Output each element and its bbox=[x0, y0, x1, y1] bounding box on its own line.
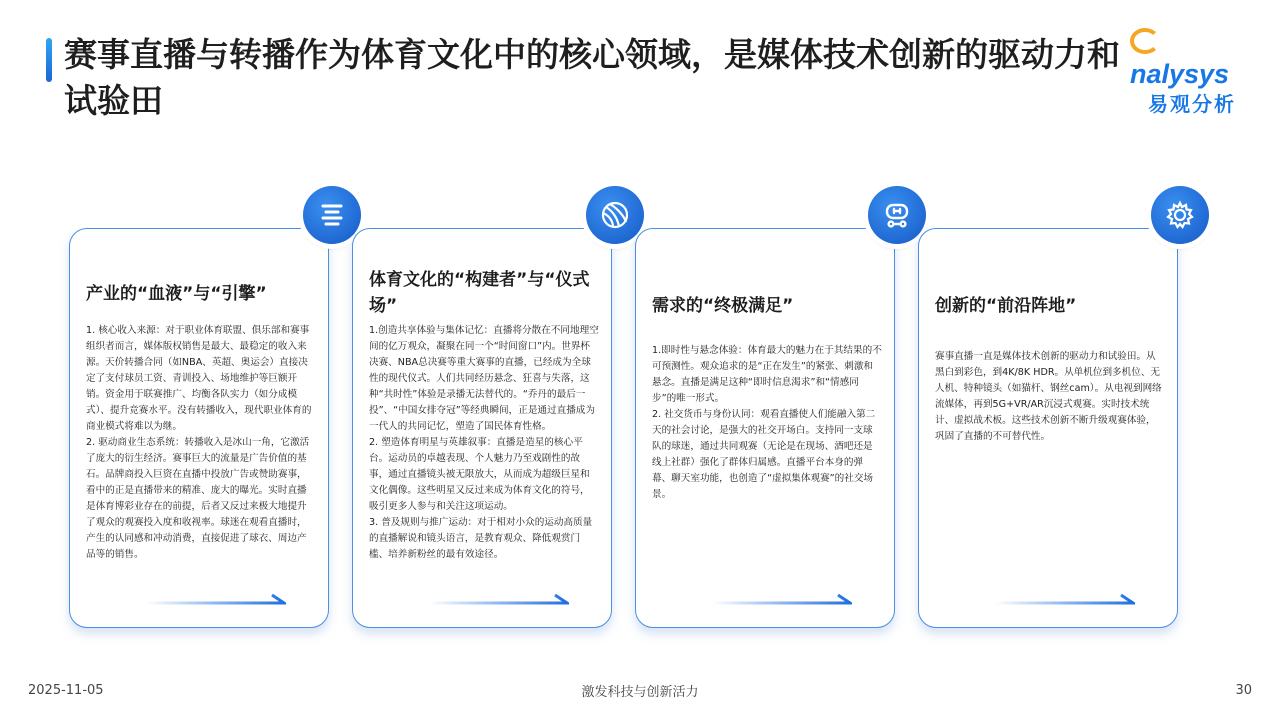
gear-icon bbox=[1151, 186, 1209, 244]
card-paragraph: 2. 驱动商业生态系统：转播收入是冰山一角，它激活了庞大的衍生经济。赛事巨大的流量是广告价值的基石。品牌商投入巨资在直播中投放广告或赞助赛事，看中的正是直播带来的精准、庞大的曝光。实时直播是体育博彩业存在的前提，后者又反过来极大地提升了观众的观赛投入度和收视率。球迷在观看直播时，产生的认同感和冲动消费，直接促进了球衣、周边产品等的销售。 bbox=[86, 437, 310, 560]
card-body bbox=[369, 323, 599, 563]
card-title: 需求的“终极满足” bbox=[652, 296, 794, 316]
card-paragraph: 2. 塑造体育明星与英雄叙事：直播是造星的核心平台。运动员的卓越表现、个人魅力乃至戏剧性的故事，通过直播镜头被无限放大，从而成为超级巨星和文化偶像。这些明星又反过来成为体育文化的符号，吸引更多人参与和关注这项运动。 bbox=[369, 437, 590, 512]
page-title: 赛事直播与转播作为体育文化中的核心领域，是媒体技术创新的驱动力和试验田 bbox=[64, 35, 1120, 120]
card-culture-builder bbox=[352, 228, 612, 628]
card-title: 体育文化的“构建者”与“仪式场” bbox=[369, 270, 590, 316]
page-number: 30 bbox=[1235, 683, 1252, 698]
arrow-right-icon bbox=[146, 593, 286, 605]
arrow-right-icon bbox=[995, 593, 1135, 605]
title-accent-bar bbox=[46, 38, 52, 82]
arrow-right-icon bbox=[429, 593, 569, 605]
logo-swoosh-icon bbox=[1130, 28, 1160, 54]
card-innovation-frontier bbox=[918, 228, 1178, 628]
card-body bbox=[652, 343, 882, 503]
arrow-right-icon bbox=[712, 593, 852, 605]
card-title: 创新的“前沿阵地” bbox=[935, 296, 1077, 316]
card-body bbox=[935, 349, 1165, 445]
card-paragraph: 1.创造共享体验与集体记忆：直播将分散在不同地理空间的亿万观众，凝聚在同一个“时间窗口”内。世界杯决赛、NBA总决赛等重大赛事的直播，已经成为全球性的现代仪式。人们共同经历悬念、狂喜与失落，这种“共时性”体验是录播无法替代的。“乔丹的最后一投”、“中国女排夺冠”等经典瞬间，正是通过直播成为一代人的共同记忆，塑造了国民体育性格。 bbox=[369, 325, 599, 432]
card-paragraph: 2. 社交货币与身份认同：观看直播使人们能融入第二天的社会讨论，是强大的社交开场白。支持同一支球队的球迷，通过共同观赛（无论是在现场、酒吧还是线上社群）强化了群体归属感。直播平台本身的弹幕、聊天室功能，也创造了“虚拟集体观赛”的社交场景。 bbox=[652, 409, 876, 500]
footer-date: 2025-11-05 bbox=[28, 683, 104, 698]
card-paragraph: 1. 核心收入来源：对于职业体育联盟、俱乐部和赛事组织者而言，媒体版权销售是最大、最稳定的收入来源。天价转播合同（如NBA、英超、奥运会）直接决定了支付球员工资、青训投入、场地维护等巨额开销。资金用于联赛推广、均衡各队实力（如分成模式）、提升竞赛水平。没有转播收入，现代职业体育的商业模式将难以为继。 bbox=[86, 325, 312, 432]
document-lines-icon bbox=[303, 186, 361, 244]
globe-icon bbox=[586, 186, 644, 244]
logo-chinese-name: 易观分析 bbox=[1148, 92, 1236, 116]
card-paragraph: 1.即时性与悬念体验：体育最大的魅力在于其结果的不可预测性。观众追求的是“正在发生”的紧张、刺激和悬念。直播是满足这种“即时信息渴求”和“情感同步”的唯一形式。 bbox=[652, 345, 882, 404]
card-industry-engine bbox=[69, 228, 329, 628]
card-body bbox=[86, 323, 316, 563]
analysys-logo bbox=[1130, 28, 1260, 116]
card-paragraph: 3. 普及规则与推广运动：对于相对小众的运动高质量的直播解说和镜头语言，是教育观众、降低观赏门槛、培养新粉丝的最有效途径。 bbox=[369, 517, 593, 560]
footer-tagline: 激发科技与创新活力 bbox=[581, 685, 699, 700]
logo-wordmark: nalysys bbox=[1130, 59, 1230, 89]
card-title: 产业的“血液”与“引擎” bbox=[86, 284, 267, 304]
robot-icon bbox=[868, 186, 926, 244]
card-paragraph: 赛事直播一直是媒体技术创新的驱动力和试验田。从黑白到彩色，到4K/8K HDR。从单机位到多机位、无人机、特种镜头（如猫杆、钢丝cam）。从电视到网络流媒体，再到5G+VR/AR沉浸式观赛。实时技术统计、虚拟战术板。这些技术创新不断升级观赛体验，巩固了直播的不可替代性。 bbox=[935, 351, 1162, 442]
card-ultimate-demand bbox=[635, 228, 895, 628]
